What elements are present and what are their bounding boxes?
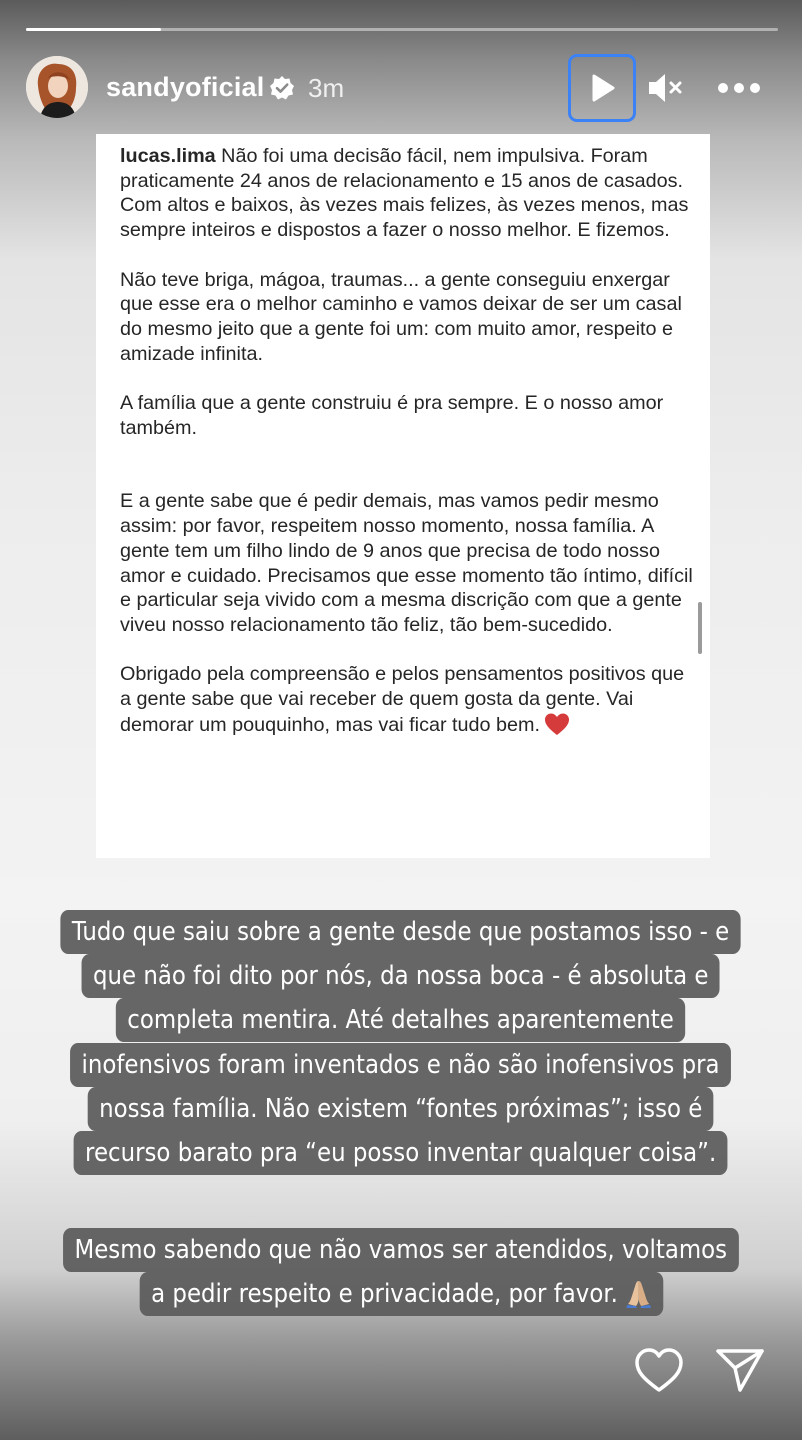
caption-block-1 (0, 910, 802, 1175)
post-paragraph-1: lucas.lima Não foi uma decisão fácil, nem impulsiva. Foram praticamente 24 anos de relacionamento e 15 anos de casados. Com altos e baixos, às vezes mais felizes, às vezes menos, mas sempre inteiros e dispostos a fazer o nosso melhor. E fizemos. (120, 145, 689, 242)
folded-hands-emoji (625, 1278, 651, 1308)
post-paragraph-3: A família que a gente construiu é pra sempre. E o nosso amor também. (120, 392, 664, 439)
play-button[interactable] (568, 54, 636, 122)
caption-block-2 (0, 1228, 802, 1316)
caption-line: a pedir respeito e privacidade, por favor. (139, 1272, 662, 1316)
post-paragraph-4: E a gente sabe que é pedir demais, mas vamos pedir mesmo assim: por favor, respeitem nosso momento, nossa família. A gente tem um filho lindo de 9 anos que precisa de todo nosso amor e cuidado. Precisamos que esse momento tão íntimo, difícil e particular seja vivido com a mesma discrição com que a gente viveu nosso relacionamento tão feliz, tão bem-sucedido. (120, 490, 693, 636)
post-author: lucas.lima (120, 145, 216, 167)
story-actions-bar (0, 1344, 802, 1400)
red-heart-emoji (544, 712, 570, 736)
story-progress-fill (26, 28, 161, 31)
caption-line: completa mentira. Até detalhes aparentemente (116, 998, 685, 1042)
post-paragraph-2: Não teve briga, mágoa, traumas... a gente conseguiu enxergar que esse era o melhor caminho e vamos deixar de ser um casal do mesmo jeito que a gente foi um: com muito amor, respeito e amizade infinita. (120, 268, 682, 365)
play-icon (585, 71, 619, 105)
like-button[interactable] (632, 1344, 686, 1396)
screenshot-post-card (96, 134, 710, 858)
username[interactable]: sandyoficial (106, 72, 265, 102)
send-icon (718, 1351, 762, 1390)
story-progress-bar (26, 28, 778, 31)
scrollbar (698, 602, 702, 654)
story-header (26, 56, 778, 120)
caption-line: que não foi dito por nós, da nossa boca - é absoluta e (82, 954, 720, 998)
post-paragraph-5: Obrigado pela compreensão e pelos pensamentos positivos que a gente sabe que vai receber de quem gosta da gente. Vai demorar um pouquinho, mas vai ficar tudo bem. (120, 663, 685, 736)
speaker-muted-icon (649, 74, 680, 102)
avatar[interactable] (26, 56, 88, 118)
story-timestamp: 3m (308, 73, 345, 103)
mute-button[interactable] (646, 70, 686, 106)
post-text (120, 144, 700, 737)
caption-line: Tudo que saiu sobre a gente desde que postamos isso - e (61, 910, 741, 954)
caption-line: inofensivos foram inventados e não são inofensivos pra (71, 1043, 732, 1087)
caption-line: recurso barato pra “eu posso inventar qualquer coisa”. (74, 1131, 728, 1175)
more-options-button[interactable] (716, 76, 762, 100)
share-button[interactable] (714, 1346, 766, 1396)
heart-outline-icon (637, 1350, 681, 1390)
more-horizontal-icon (718, 83, 760, 93)
caption-line: Mesmo sabendo que não vamos ser atendidos, voltamos (63, 1228, 738, 1272)
verified-badge-icon (269, 75, 295, 101)
caption-line: nossa família. Não existem “fontes próximas”; isso é (88, 1087, 714, 1131)
